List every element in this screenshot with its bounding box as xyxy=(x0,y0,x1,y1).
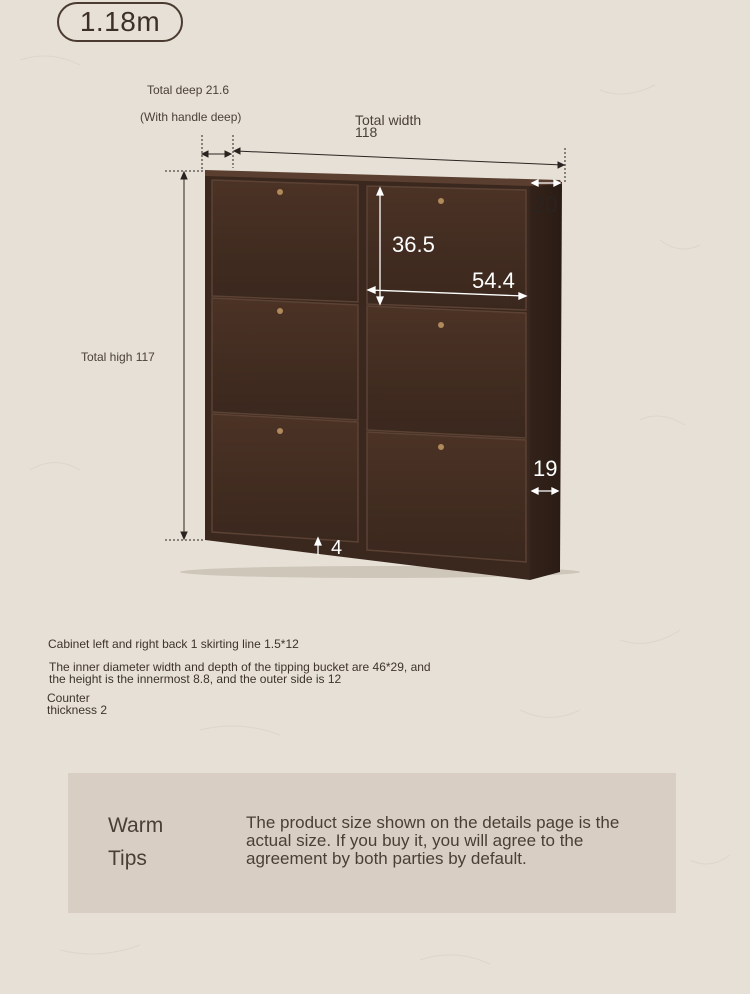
bucket-note-line1: The inner diameter width and depth of the tipping bucket are 46*29, and xyxy=(49,660,431,674)
total-deep-label: Total deep 21.6 xyxy=(147,83,230,97)
left-flap-1 xyxy=(212,180,358,302)
flap-width-label: 54.4 xyxy=(472,268,515,293)
bucket-note-line2: the height is the innermost 8.8, and the outer side is 12 xyxy=(49,672,342,686)
counter-note-line1: Counter xyxy=(47,691,90,705)
cabinet-side-panel xyxy=(530,182,562,580)
size-badge: 1.18m xyxy=(57,2,183,42)
total-high-label: Total high 117 xyxy=(81,350,155,364)
total-width-label: Total width xyxy=(355,112,422,128)
bottom-depth-label: 19 xyxy=(533,456,558,481)
left-flap-3 xyxy=(212,414,358,542)
right-flap-3 xyxy=(367,432,526,562)
warm-tips-text: The product size shown on the details page is the actual size. If you buy it, you will agree to the agreement by both parties by default. xyxy=(246,813,620,868)
right-flap-2 xyxy=(367,306,526,438)
plinth-height-label: 4 xyxy=(331,537,343,559)
with-handle-label: (With handle deep) xyxy=(140,110,242,124)
skirting-note: Cabinet left and right back 1 skirting line 1.5*12 xyxy=(48,637,299,651)
total-width-value: 118 xyxy=(355,124,378,140)
warm-tips-title-line2: Tips xyxy=(108,847,147,870)
counter-note-line2: thickness 2 xyxy=(47,703,108,717)
warm-tips-title-line1: Warm xyxy=(108,814,164,837)
top-depth-label: 20 xyxy=(533,192,558,217)
warm-tips-box xyxy=(68,773,676,913)
flap-height-label: 36.5 xyxy=(392,232,435,257)
warm-tips-title xyxy=(108,809,188,875)
left-flap-2 xyxy=(212,298,358,420)
